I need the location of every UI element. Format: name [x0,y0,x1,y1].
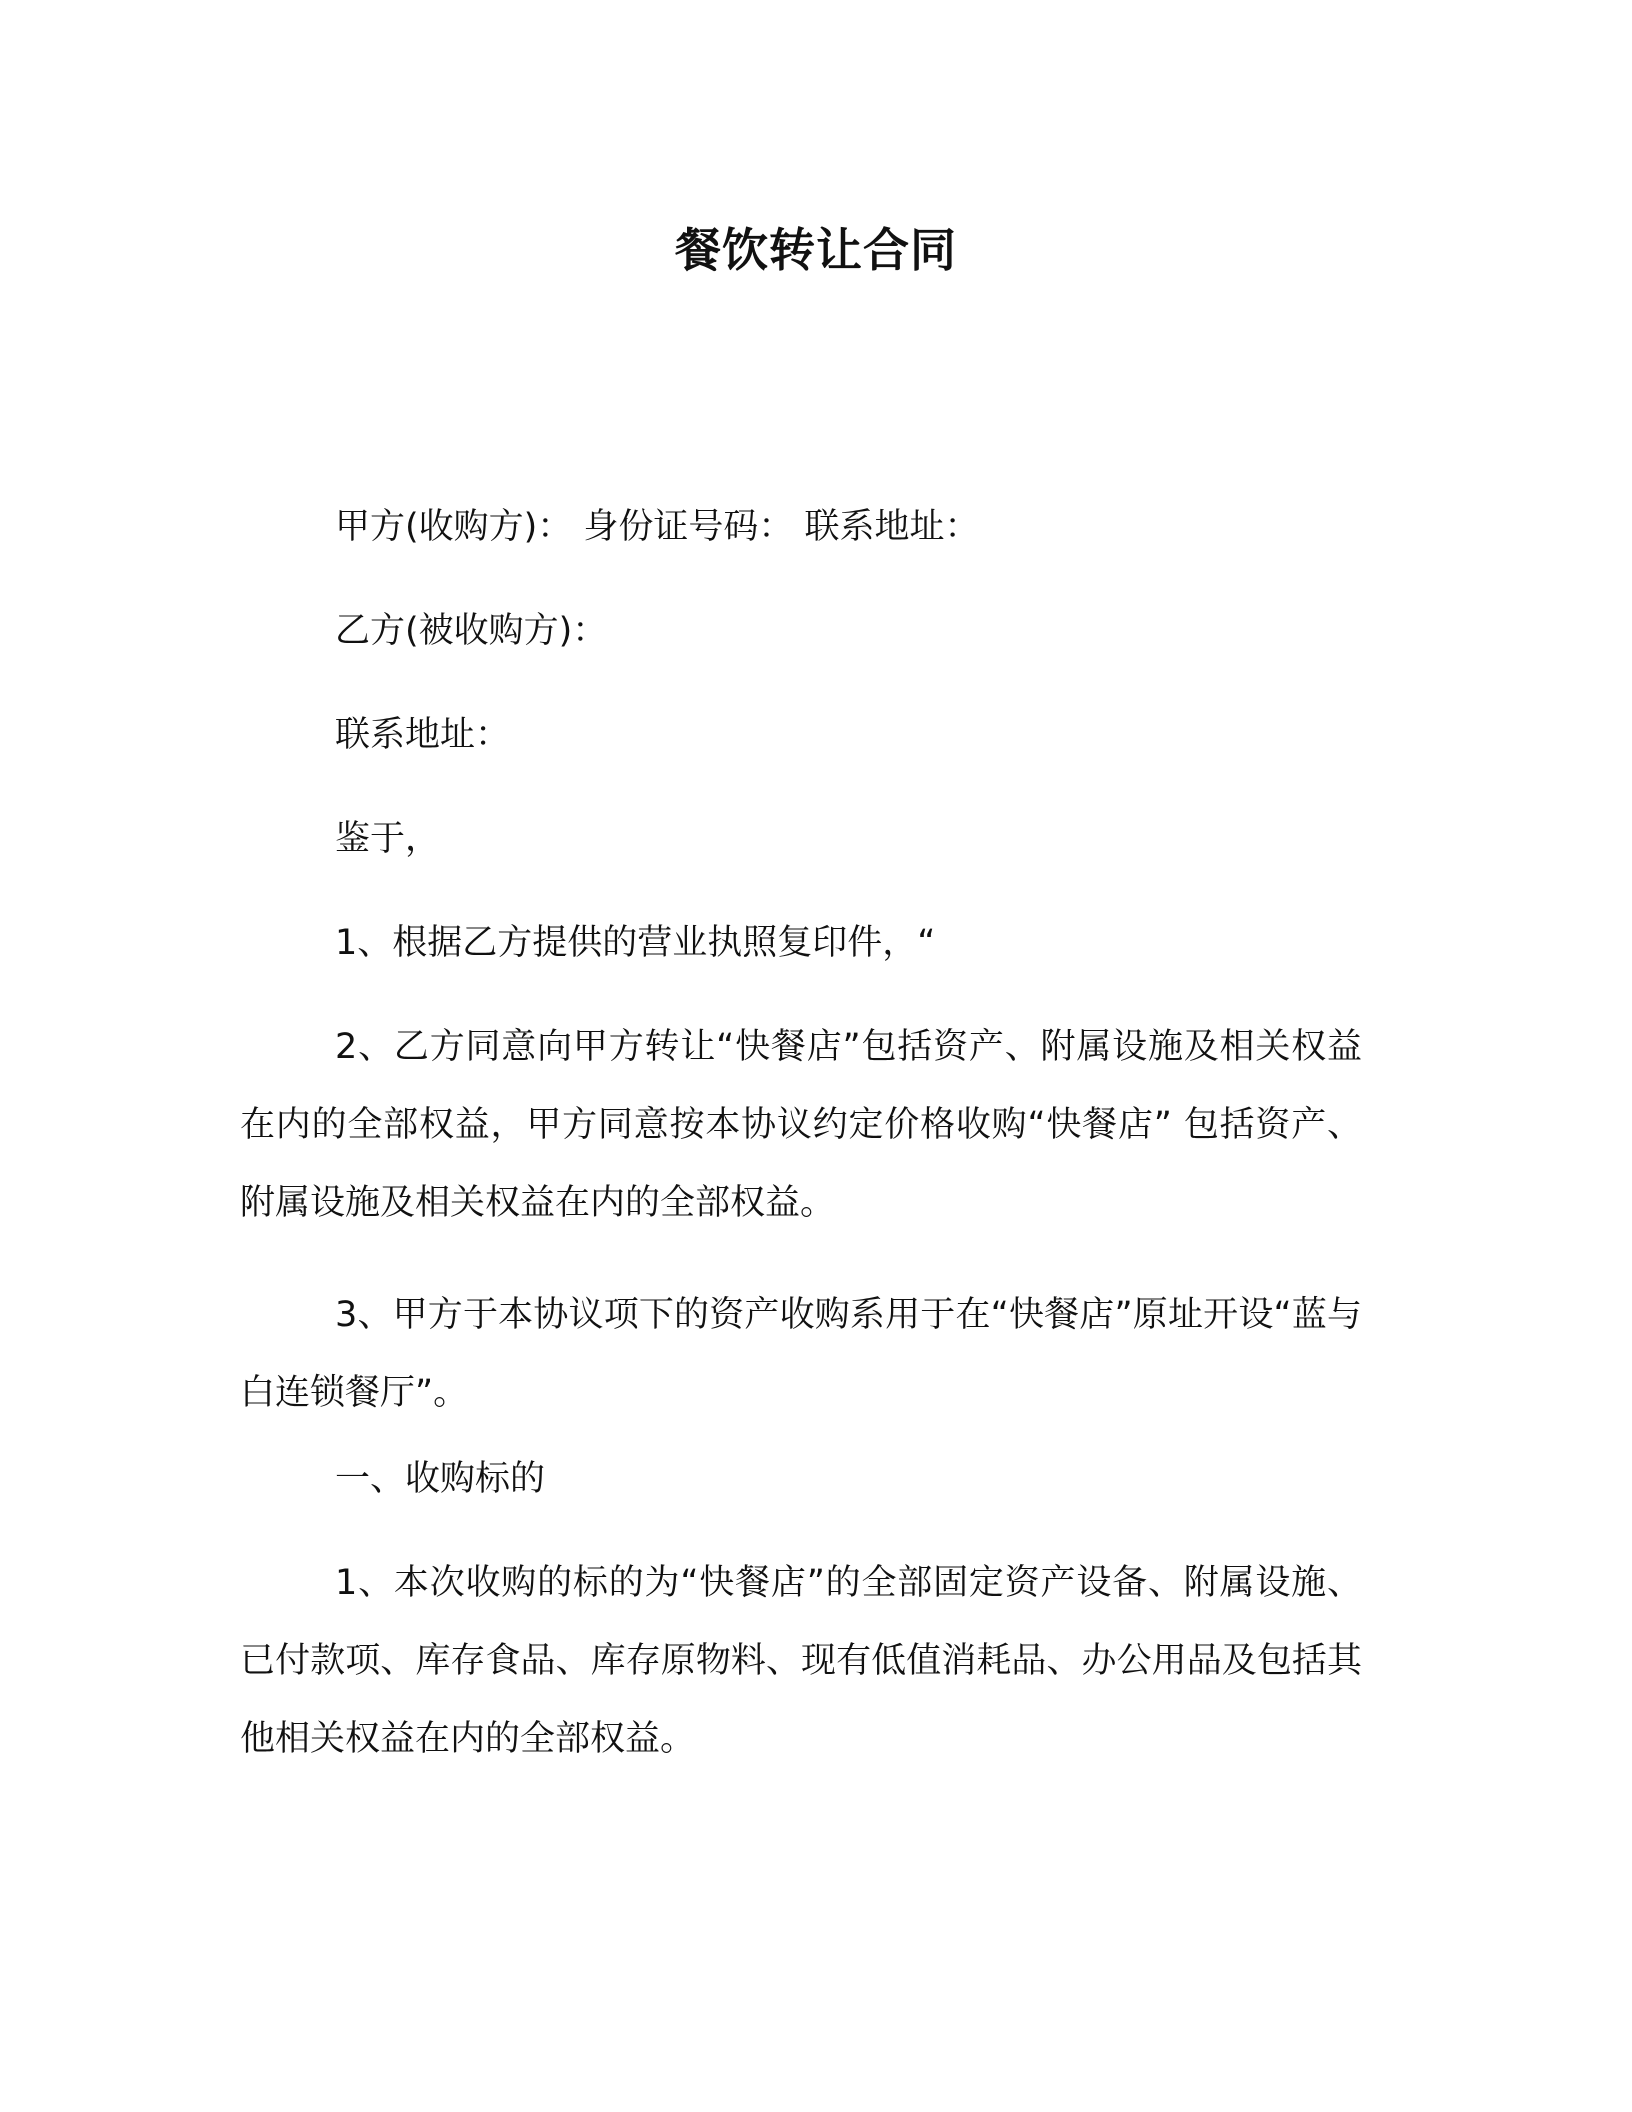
paragraph: 1、本次收购的标的为“快餐店”的全部固定资产设备、附属设施、已付款项、库存食品、库存原物料、现有低值消耗品、办公用品及包括其他相关权益在内的全部权益。 [240,1563,1362,1759]
paragraph: 乙方(被收购方)： [335,611,608,651]
section-heading: 一、收购标的 [335,1459,546,1499]
recital-2 [240,1008,1362,1242]
clause-1-1 [240,1544,1362,1778]
paragraph: 2、乙方同意向甲方转让“快餐店”包括资产、附属设施及相关权益在内的全部权益，甲方同意按本协议约定价格收购“快餐店” 包括资产、附属设施及相关权益在内的全部权益。 [240,1027,1362,1223]
section-heading-1 [240,1440,1362,1518]
whereas-line [240,800,1362,878]
party-b-line [240,592,1362,670]
party-a-line [240,488,1362,566]
recital-3 [240,1276,1362,1432]
document-title: 餐饮转让合同 [675,223,957,277]
paragraph: 1、根据乙方提供的营业执照复印件，“ [335,923,936,963]
paragraph: 联系地址： [335,715,511,755]
paragraph: 3、甲方于本协议项下的资产收购系用于在“快餐店”原址开设“蓝与白连锁餐厅”。 [240,1295,1362,1413]
paragraph: 鉴于， [335,819,441,859]
contact-address-line [240,696,1362,774]
recital-1 [240,904,1362,982]
paragraph: 甲方(收购方)： 身份证号码： 联系地址： [335,507,980,547]
